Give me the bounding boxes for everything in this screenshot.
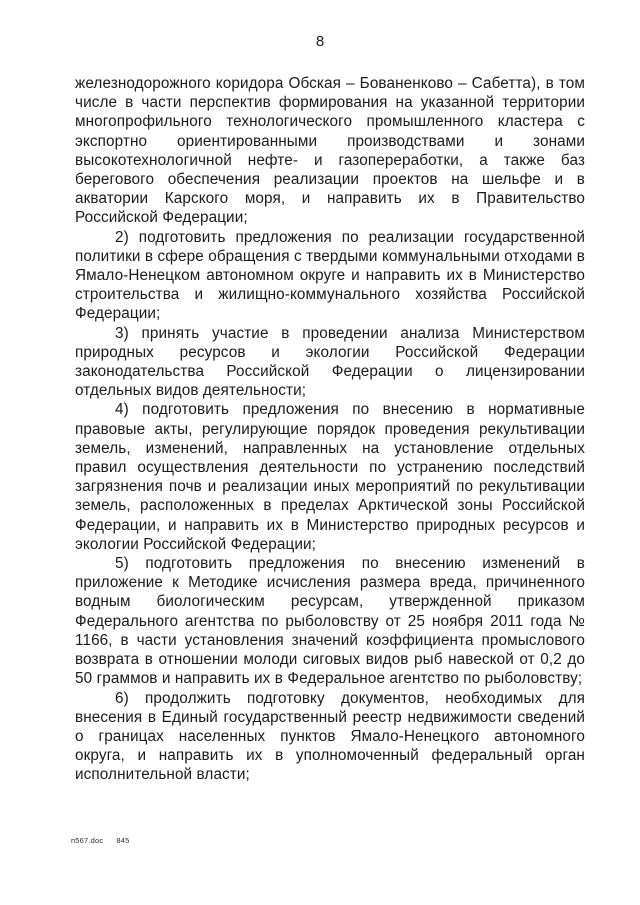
paragraph: 2) подготовить предложения по реализации государственной политики в сфере обращения с твердыми коммунальными отходами в Ямало-Ненецком автономном округе и направить их в Министерство строительства и жилищно-коммунального хозяйства Российской Федерации; — [75, 228, 585, 323]
paragraph: 6) продолжить подготовку документов, необходимых для внесения в Единый государственный реестр недвижимости сведений о границах населенных пунктов Ямало-Ненецкого автономного округа, и направить их в уполномоченный федеральный орган исполнительной власти; — [75, 689, 585, 784]
paragraph: 5) подготовить предложения по внесению изменений в приложение к Методике исчисления размера вреда, причиненного водным биологическим ресурсам, утвержденной приказом Федерального агентства по рыболовству от 25 ноября 2011 года № 1166, в части установления значений коэффициента промыслового возврата в отношении молоди сиговых видов рыб навеской от 0,2 до 50 граммов и направить их в Федеральное агентство по рыболовству; — [75, 555, 585, 688]
page-number: 8 — [315, 33, 325, 50]
paragraph: 4) подготовить предложения по внесению в нормативные правовые акты, регулирующие порядок проведения рекультивации земель, изменений, направленных на установление отдельных правил осуществления деятельности по устранению последствий загрязнения почв и реализации иных мероприятий по рекультивации земель, расположенных в пределах Арктической зоны Российской Федерации, и направить их в Министерство природных ресурсов и экологии Российской Федерации; — [75, 401, 585, 553]
paragraph: 3) принять участие в проведении анализа Министерством природных ресурсов и экологии Российской Федерации законодательства Российской Федерации о лицензировании отдельных видов деятельности; — [75, 324, 585, 400]
footer-filename: п567.doc — [71, 836, 104, 845]
paragraph: железнодорожного коридора Обская – Бованенково – Сабетта), в том числе в части перспектив формирования на указанной территории многопрофильного технологического промышленного кластера с экспортно ориентированными производствами и зонами высокотехнологичной нефте- и газопереработки, а также баз берегового обеспечения реализации проектов на шельфе и в акватории Карского моря, и направить их в Правительство Российской Федерации; — [75, 75, 585, 227]
footer-code: 845 — [116, 836, 130, 845]
footer-note — [71, 836, 129, 845]
document-body — [75, 74, 585, 785]
